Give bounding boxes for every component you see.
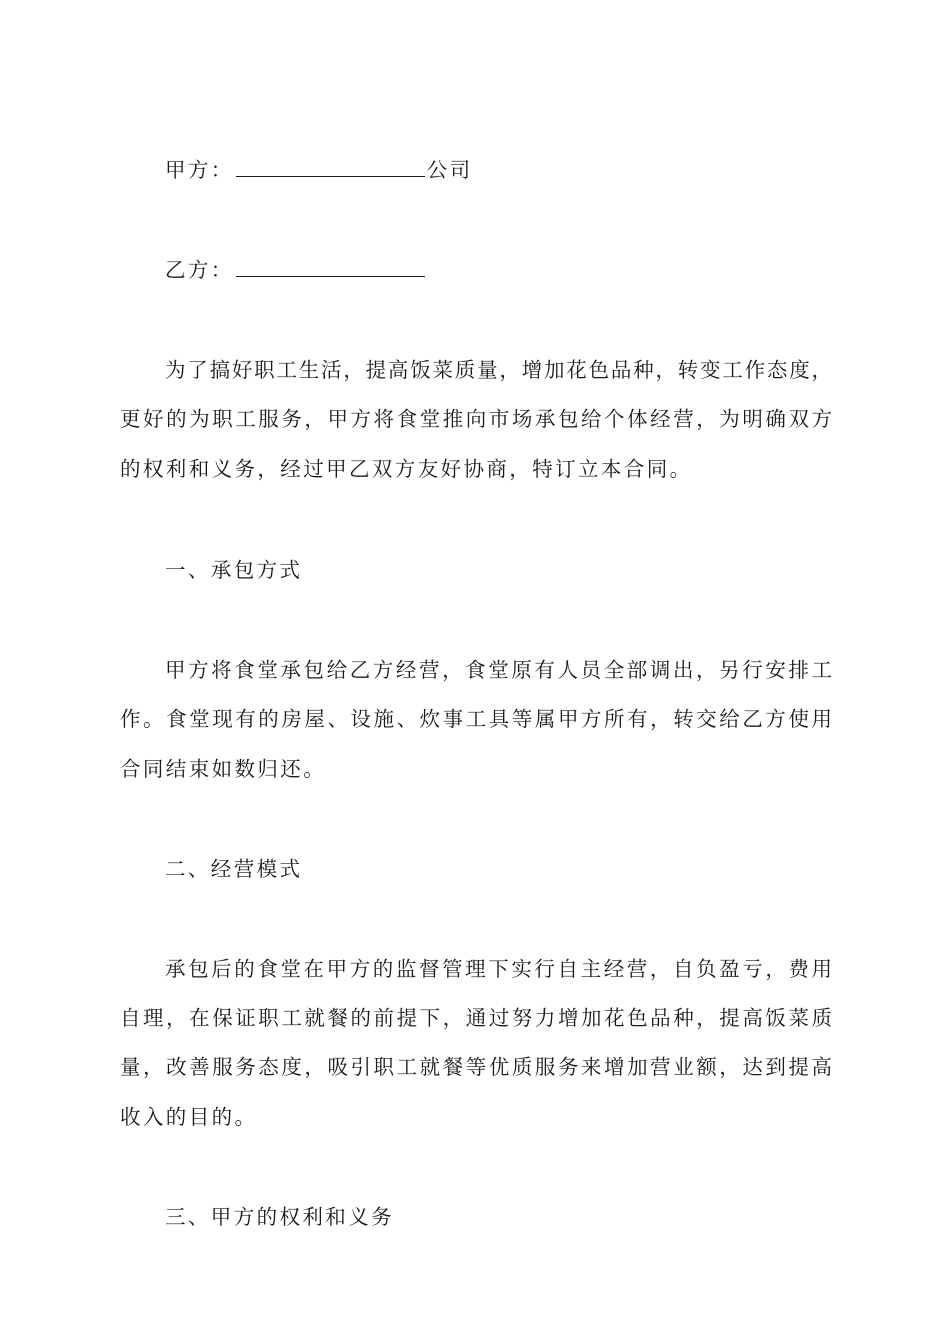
intro-line-1: 为了搞好职工生活，提高饭菜质量，增加花色品种，转变工作态度， (165, 358, 832, 382)
section-3-heading: 三、甲方的权利和义务 (165, 1205, 394, 1229)
party-a-suffix: 公司 (426, 158, 473, 182)
section-1-line-1: 甲方将食堂承包给乙方经营，食堂原有人员全部调出，另行安排工 (165, 658, 832, 682)
party-a-line (165, 157, 473, 183)
section-2-line-1: 承包后的食堂在甲方的监督管理下实行自主经营，自负盈亏，费用 (165, 957, 832, 981)
section-2-line-3: 量，改善服务态度，吸引职工就餐等优质服务来增加营业额，达到提高 (120, 1055, 832, 1079)
party-a-blank (236, 158, 425, 177)
section-1-heading: 一、承包方式 (165, 558, 303, 582)
intro-line-2: 更好的为职工服务，甲方将食堂推向市场承包给个体经营，为明确双方 (120, 407, 832, 431)
section-1-line-3: 合同结束如数归还。 (120, 757, 327, 781)
intro-line-3: 的权利和义务，经过甲乙双方友好协商，特订立本合同。 (120, 457, 693, 481)
section-2-line-4: 收入的目的。 (120, 1105, 258, 1129)
party-a-label: 甲方： (165, 158, 234, 182)
party-b-line (165, 257, 427, 283)
section-2-line-2: 自理，在保证职工就餐的前提下，通过努力增加花色品种，提高饭菜质 (120, 1006, 832, 1030)
party-b-blank (236, 258, 425, 277)
section-2-heading: 二、经营模式 (165, 857, 303, 881)
party-b-label: 乙方： (165, 258, 234, 282)
section-1-line-2: 作。食堂现有的房屋、设施、炊事工具等属甲方所有，转交给乙方使用 (120, 707, 832, 731)
